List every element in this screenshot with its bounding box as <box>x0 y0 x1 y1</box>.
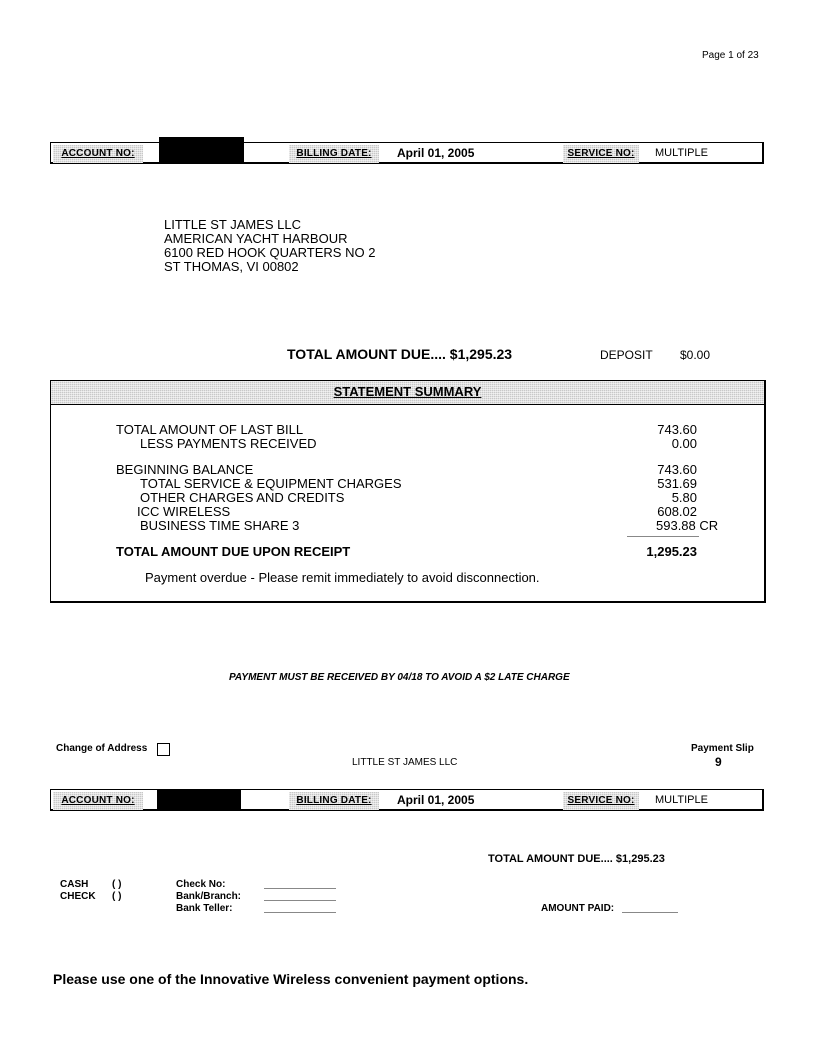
check-label: CHECK <box>60 891 96 902</box>
slip-total-amount-due: TOTAL AMOUNT DUE.... $1,295.23 <box>488 853 665 865</box>
slip-service-number-label: SERVICE NO: <box>563 792 639 810</box>
payment-options-footer: Please use one of the Innovative Wireless convenient payment options. <box>53 971 529 987</box>
check-option[interactable]: ( ) <box>112 891 122 902</box>
account-number-label: ACCOUNT NO: <box>53 145 143 163</box>
account-header-bar <box>50 142 764 164</box>
change-of-address-checkbox[interactable] <box>157 743 170 756</box>
slip-customer-name: LITTLE ST JAMES LLC <box>352 757 458 768</box>
total-amount-due: TOTAL AMOUNT DUE.... $1,295.23 <box>287 346 513 362</box>
amount-paid-field[interactable] <box>622 912 678 913</box>
payment-slip-label: Payment Slip <box>691 743 754 754</box>
summary-row-amount: 743.60 <box>657 462 697 477</box>
deposit-value: $0.00 <box>680 348 711 362</box>
account-number-redacted <box>159 137 244 163</box>
change-of-address-label: Change of Address <box>56 743 148 754</box>
summary-row-amount: 608.02 <box>657 504 697 519</box>
address-line-4: ST THOMAS, VI 00802 <box>164 259 299 274</box>
summary-total-amount: 1,295.23 <box>646 544 697 559</box>
summary-row-label: TOTAL AMOUNT OF LAST BILL <box>116 422 304 437</box>
summary-row-label: LESS PAYMENTS RECEIVED <box>140 436 317 451</box>
amount-paid-label: AMOUNT PAID: <box>541 903 615 914</box>
summary-row-amount: 593.88 CR <box>656 518 719 533</box>
billing-date-label: BILLING DATE: <box>289 145 379 163</box>
address-line-2: AMERICAN YACHT HARBOUR <box>164 231 348 246</box>
page-number: Page 1 of 23 <box>702 50 759 61</box>
bank-teller-field[interactable] <box>264 912 336 913</box>
summary-total-label: TOTAL AMOUNT DUE UPON RECEIPT <box>116 544 351 559</box>
bank-teller-label: Bank Teller: <box>176 903 233 914</box>
summary-row-label: OTHER CHARGES AND CREDITS <box>140 490 345 505</box>
summary-row-amount: 743.60 <box>657 422 697 437</box>
cash-option[interactable]: ( ) <box>112 879 122 890</box>
slip-account-number-label: ACCOUNT NO: <box>53 792 143 810</box>
bank-branch-label: Bank/Branch: <box>176 891 242 902</box>
payment-slip-number: 9 <box>715 755 722 769</box>
summary-row-amount: 5.80 <box>671 490 697 505</box>
service-number-value: MULTIPLE <box>655 147 708 159</box>
slip-billing-date-label: BILLING DATE: <box>289 792 379 810</box>
statement-summary-box <box>50 380 766 603</box>
check-number-label: Check No: <box>176 879 226 890</box>
summary-row-label: BEGINNING BALANCE <box>116 462 254 477</box>
billing-date-value: April 01, 2005 <box>397 146 475 160</box>
deposit-label: DEPOSIT <box>600 348 653 362</box>
slip-billing-date-value: April 01, 2005 <box>397 793 475 807</box>
address-line-3: 6100 RED HOOK QUARTERS NO 2 <box>164 245 376 260</box>
summary-row-amount: 531.69 <box>657 476 697 491</box>
bank-branch-field[interactable] <box>264 900 336 901</box>
statement-summary-title: STATEMENT SUMMARY <box>51 381 764 405</box>
check-number-field[interactable] <box>264 888 336 889</box>
summary-row-amount: 0.00 <box>671 436 697 451</box>
slip-account-number-redacted <box>157 790 241 810</box>
address-line-1: LITTLE ST JAMES LLC <box>164 217 302 232</box>
service-number-label: SERVICE NO: <box>563 145 639 163</box>
mailing-address <box>164 218 375 274</box>
total-underline <box>627 536 699 537</box>
slip-account-bar <box>50 789 764 811</box>
overdue-notice: Payment overdue - Please remit immediately to avoid disconnection. <box>145 570 540 585</box>
summary-row-label: BUSINESS TIME SHARE 3 <box>140 518 300 533</box>
cash-label: CASH <box>60 879 89 890</box>
summary-row-label: TOTAL SERVICE & EQUIPMENT CHARGES <box>140 476 402 491</box>
late-charge-notice: PAYMENT MUST BE RECEIVED BY 04/18 TO AVOID A $2 LATE CHARGE <box>229 672 570 683</box>
summary-row-label: ICC WIRELESS <box>137 504 231 519</box>
slip-service-number-value: MULTIPLE <box>655 794 708 806</box>
